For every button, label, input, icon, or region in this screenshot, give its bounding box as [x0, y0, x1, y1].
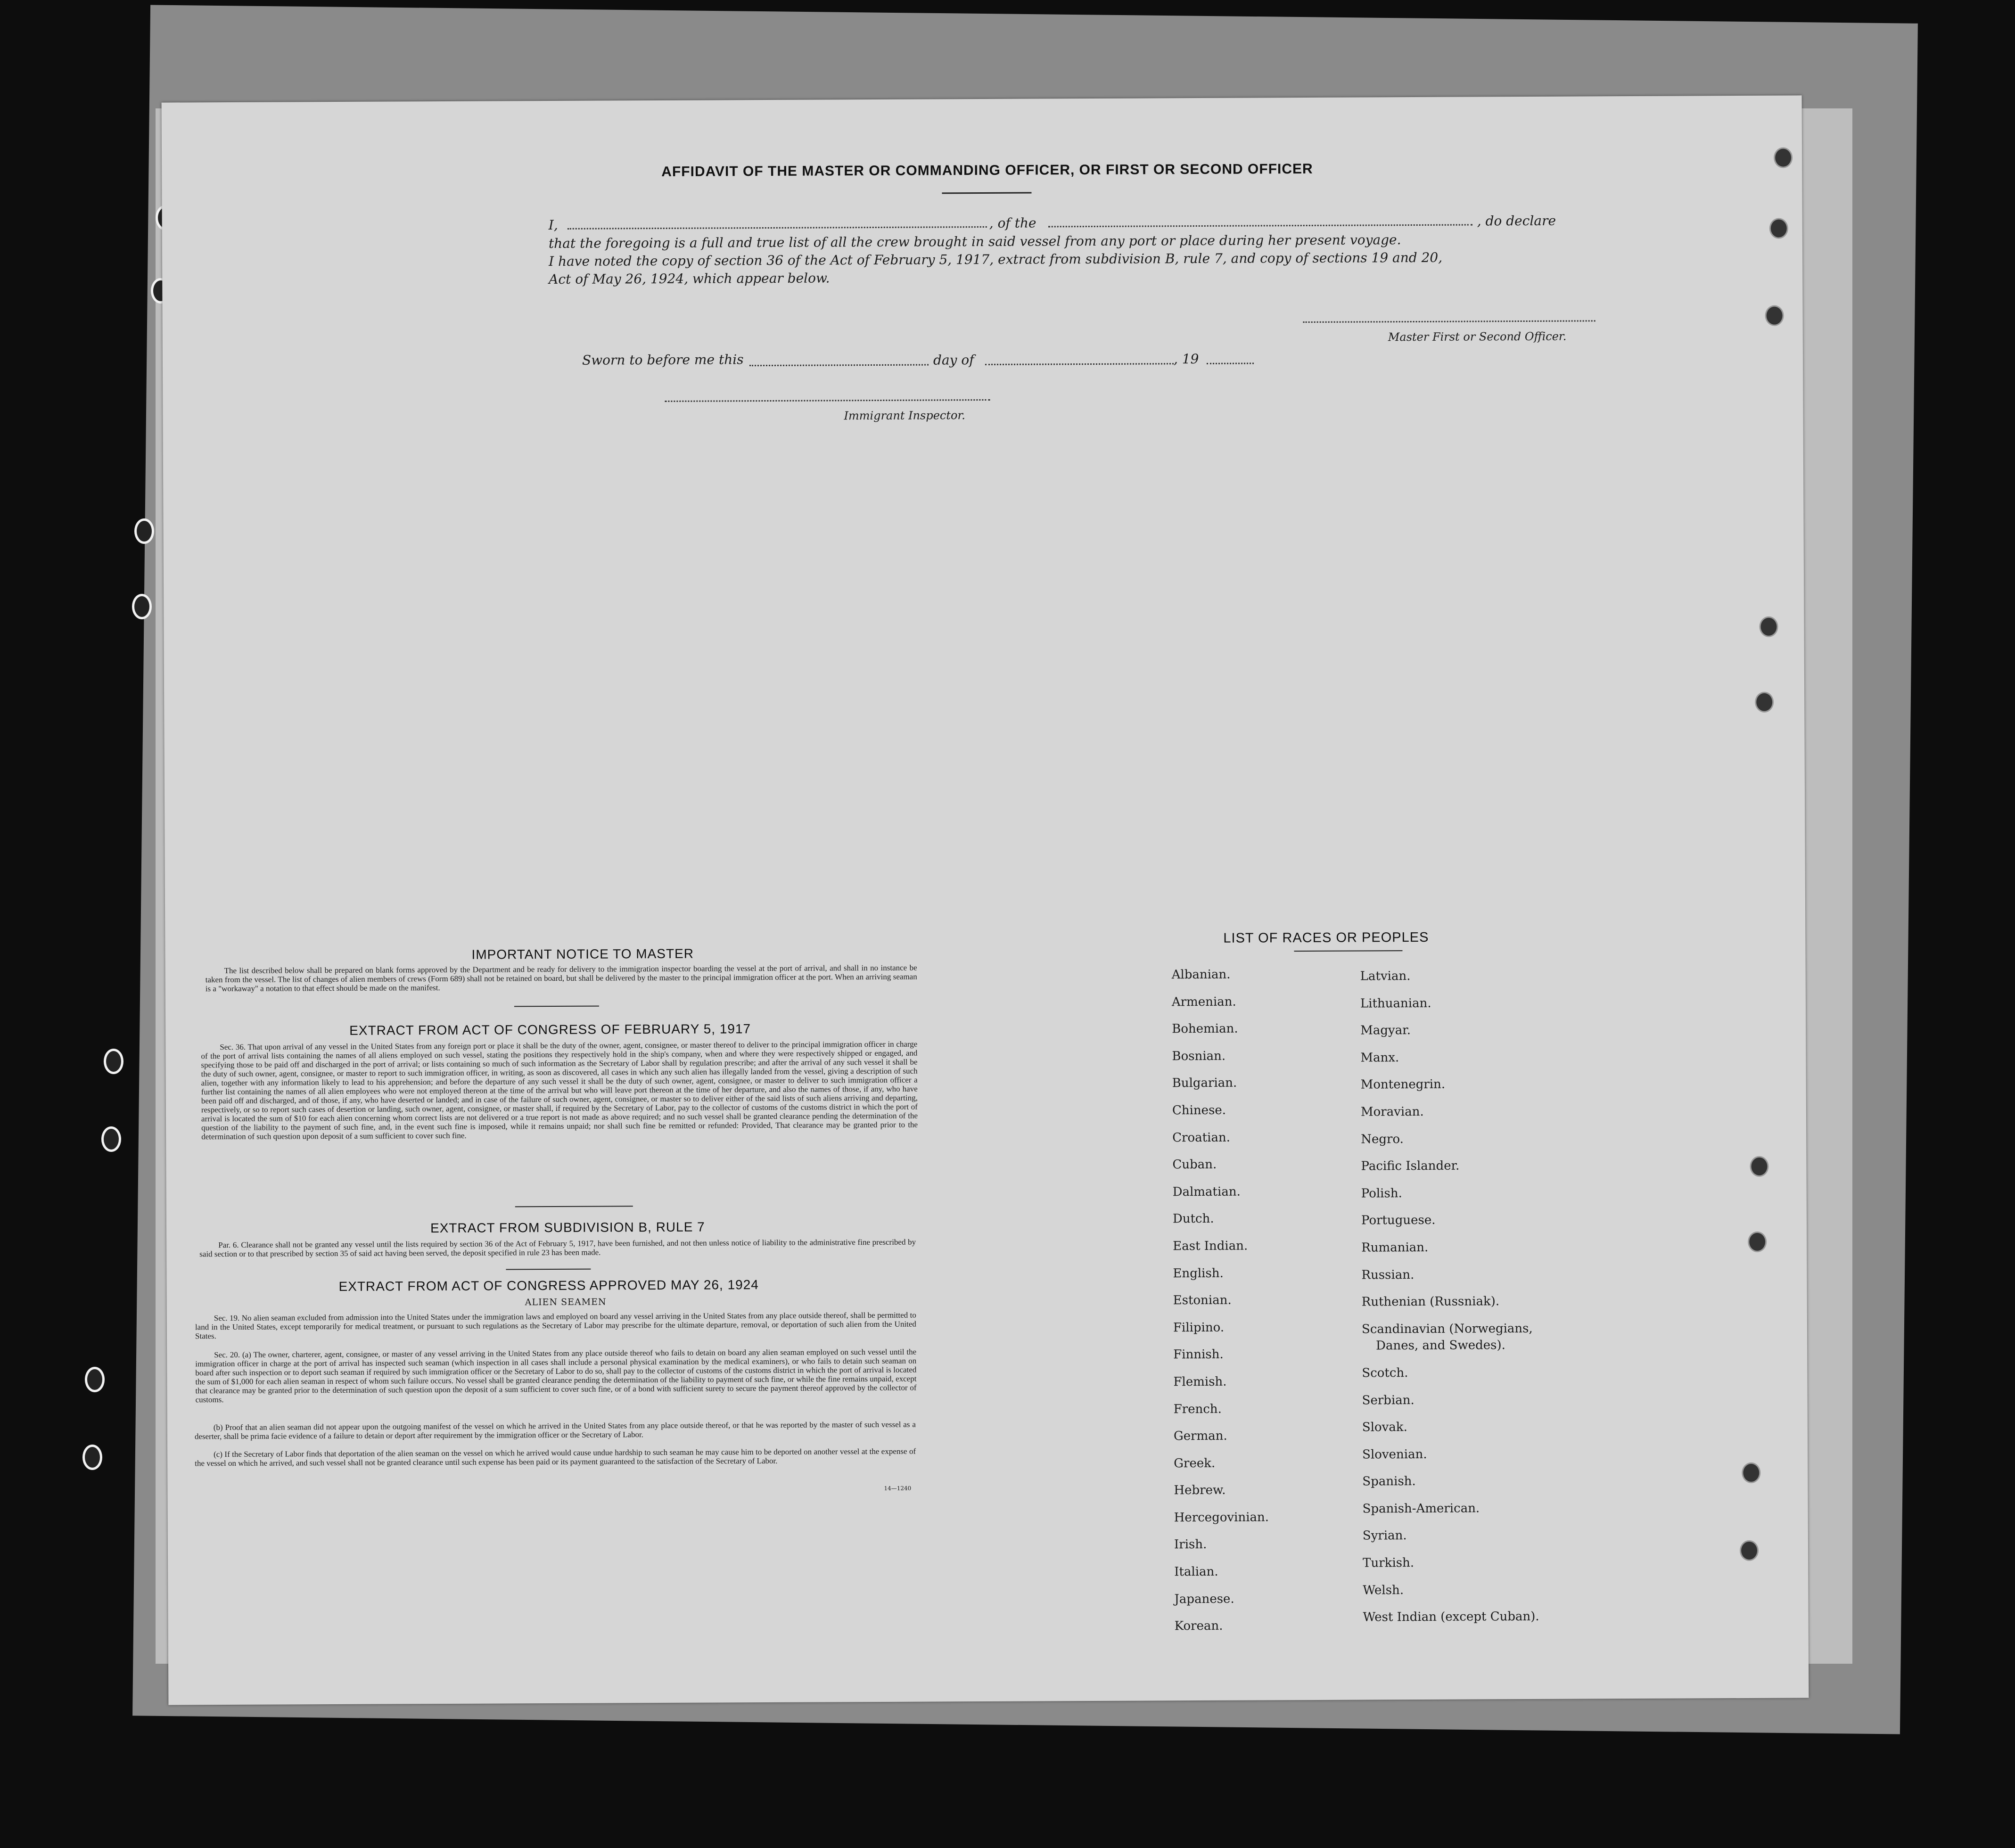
race-item: Magyar.: [1360, 1023, 1411, 1038]
race-item: Slovak.: [1362, 1420, 1407, 1435]
affidavit-do-declare: , do declare: [1477, 213, 1556, 229]
sworn-year-blank[interactable]: [1207, 363, 1254, 364]
notice-body: The list described below shall be prepared on blank forms approved by the Department and be ready for delivery to the immigration inspector boarding the vessel at the port of arrival, and shall in no instance be taken from the vessel. The list of changes of alien members of crews (Form 689) shall not be retained on board, but shall be delivered by the master to the principal immigration officer at the port. When an arriving seaman is a "workaway" a notation to that effect should be made on the manifest.: [205, 963, 917, 994]
race-item: Irish.: [1174, 1537, 1207, 1552]
binder-hole: [1742, 1462, 1760, 1483]
race-item: Welsh.: [1363, 1583, 1404, 1598]
inspector-label: Immigrant Inspector.: [844, 409, 965, 423]
race-item: Negro.: [1361, 1132, 1404, 1147]
title-divider: [942, 192, 1031, 194]
race-item: Greek.: [1174, 1456, 1216, 1470]
extract-rule7-body: Par. 6. Clearance shall not be granted any vessel until the lists required by section 36 of the Act of February 5, 1917, have been furnished, and not then unless notice of liability to the administrative fine prescribed by said section or to that prescribed by section 35 of said act having been served, the deposit specified in rule 23 has been made.: [199, 1237, 916, 1259]
inspector-signature-blank[interactable]: [665, 399, 990, 402]
race-item: Turkish.: [1363, 1556, 1415, 1570]
notice-title: IMPORTANT NOTICE TO MASTER: [471, 946, 694, 962]
sec20c-body: (c) If the Secretary of Labor finds that deportation of the alien seaman on the vessel on which he arrived would cause undue hardship to such seaman he may cause him to be deported on another vessel at the expense of the vessel on which he arrived, and such vessel shall not be granted clearance until such expense has been paid or its payment guaranteed to the satisfaction of the Secretary of Labor.: [195, 1446, 916, 1468]
master-signature-blank[interactable]: [1303, 320, 1596, 323]
race-item: Pacific Islander.: [1361, 1158, 1460, 1174]
affidavit-line1: [549, 212, 1586, 234]
race-item: French.: [1173, 1402, 1222, 1416]
sworn-day-blank[interactable]: [749, 364, 929, 367]
extract-1917-body: Sec. 36. That upon arrival of any vessel in the United States from any foreign port or place it shall be the duty of the owner, agent, consignee, or master thereof to deliver to the principal immigration officer in charge of the port of arrival lists containing the names of all aliens employed on such vessel, stating the positions they respectively hold in the ship's company, when and where they were respectively shipped or engaged, and specifying those to be paid off and discharged in the port of arrival; or lists containing so much of such information as the Secretary of Labor shall by regulation prescribe; and after the arrival of any such vessel it shall be the duty of such owner, agent, consignee, or master to report to such immigration officer, in writing, as soon as discovered, all cases in which any such alien has illegally landed from the vessel, giving a description of such alien, together with any information likely to lead to his apprehension; and before the departure of any such vessel it shall be the duty of such owner, agent, consignee, or master to deliver to such immigration officer a further list containing the names of all alien employees who were not employed thereon at the time of the arrival but who will leave port thereon at the time of her departure, and also the names of those, if any, who have been paid off and discharged, and of those, if any, who have deserted or landed; and in case of the failure of such owner, agent, consignee, or master so to deliver either of the said lists of such aliens arriving and departing, respectively, or so to report such cases of desertion or landing, such owner, agent, consignee, or master shall, if required by the Secretary of Labor, pay to the collector of customs of the customs district in which the port of arrival is located the sum of $10 for each alien concerning whom correct lists are not delivered or a true report is not made as above required; and no such vessel shall be granted clearance pending the determination of the question of the liability to the payment of such fine, and, in the event such fine is imposed, while it remains unpaid; nor shall such fine be remitted or refunded: Provided, That clearance may be granted prior to the determination of such question upon deposit of a sum sufficient to cover such fine.: [201, 1039, 918, 1142]
race-item: Scandinavian (Norwegians,: [1361, 1321, 1533, 1337]
notice-divider: [514, 1006, 599, 1007]
race-item: English.: [1173, 1266, 1224, 1281]
race-item: Bosnian.: [1172, 1049, 1226, 1064]
race-item: Bulgarian.: [1172, 1076, 1237, 1091]
alien-seamen-subtitle: ALIEN SEAMEN: [525, 1297, 607, 1308]
race-item: East Indian.: [1173, 1239, 1248, 1254]
affidavit-title: AFFIDAVIT OF THE MASTER OR COMMANDING OFFICER, OR FIRST OR SECOND OFFICER: [661, 161, 1313, 180]
binder-hole: [132, 594, 152, 619]
race-item: Finnish.: [1173, 1347, 1224, 1362]
race-item: Chinese.: [1172, 1103, 1226, 1118]
binder-hole: [1755, 692, 1774, 713]
race-item: Hebrew.: [1174, 1483, 1226, 1498]
extract-divider: [515, 1206, 633, 1207]
affidavit-line2: that the foregoing is a full and true list of all the crew brought in said vessel from any port or place during her present voyage.: [548, 232, 1401, 252]
race-item: Bohemian.: [1172, 1021, 1238, 1036]
binder-hole: [1740, 1540, 1759, 1561]
races-divider: [1294, 950, 1402, 952]
master-signature-label: Master First or Second Officer.: [1388, 329, 1567, 344]
race-item: Slovenian.: [1362, 1447, 1427, 1462]
race-item: Ruthenian (Russniak).: [1361, 1294, 1500, 1309]
race-item: Flemish.: [1173, 1374, 1227, 1389]
race-item: Dalmatian.: [1172, 1184, 1241, 1199]
race-item: Korean.: [1174, 1619, 1223, 1634]
race-item: Croatian.: [1172, 1130, 1231, 1145]
race-item: Moravian.: [1360, 1104, 1424, 1119]
race-item: Filipino.: [1173, 1320, 1225, 1335]
binder-hole: [1748, 1232, 1767, 1252]
extract-rule7-title: EXTRACT FROM SUBDIVISION B, RULE 7: [430, 1219, 705, 1236]
race-item: Serbian.: [1362, 1393, 1415, 1408]
race-item: Rumanian.: [1361, 1240, 1429, 1255]
race-item: Russian.: [1361, 1267, 1415, 1282]
year-label: , 19: [1173, 351, 1199, 367]
affidavit-i: I,: [548, 217, 558, 233]
race-item: West Indian (except Cuban).: [1363, 1610, 1539, 1625]
binder-hole: [82, 1445, 102, 1470]
day-of-label: day of: [933, 352, 974, 368]
binder-hole: [104, 1049, 123, 1074]
binder-hole: [1765, 305, 1784, 326]
race-item: Cuban.: [1172, 1158, 1217, 1172]
sworn-label: Sworn to before me this: [582, 352, 744, 368]
race-item: Manx.: [1360, 1050, 1399, 1065]
race-item: Syrian.: [1362, 1528, 1407, 1543]
races-left-column: [1172, 967, 1270, 1646]
race-item: Armenian.: [1171, 994, 1236, 1009]
binder-hole: [85, 1367, 105, 1392]
extract-1924-title: EXTRACT FROM ACT OF CONGRESS APPROVED MAY 26, 1924: [338, 1277, 759, 1294]
sec20a-body: Sec. 20. (a) The owner, charterer, agent, consignee, or master of any vessel arriving in the United States from any place outside thereof who fails to detain on board any alien seaman employed on such vessel until the immigration officer in charge at the port of arrival has inspected such seaman (which inspection in all cases shall include a personal physical examination by the medical examiners), or who fails to detain such seaman on board after such inspection or to deport such seaman if required by such immigration officer or the Secretary of Labor to do so, shall pay to the collector of customs of the customs district in which the port of arrival is located the sum of $1,000 for each alien seaman in respect of whom such failure occurs. No vessel shall be granted clearance pending the determination of the liability to payment of such fine, or while the fine remains unpaid, except that clearance may be granted prior to the determination of such question upon the deposit of a sum sufficient to cover such fine, or of a bond with sufficient surety to secure the payment thereof approved by the collector of customs.: [195, 1347, 917, 1404]
race-item: Albanian.: [1171, 967, 1231, 982]
extract-divider: [506, 1269, 591, 1270]
race-item: Spanish-American.: [1362, 1501, 1480, 1516]
binder-hole: [1750, 1156, 1768, 1177]
race-item: Portuguese.: [1361, 1213, 1436, 1228]
binder-hole: [1759, 616, 1778, 637]
affidavit-of-the: , of the: [989, 215, 1036, 231]
race-item: Latvian.: [1360, 969, 1411, 984]
race-item: Lithuanian.: [1360, 996, 1431, 1011]
binder-hole: [1769, 218, 1788, 239]
form-number: 14—1240: [884, 1485, 912, 1492]
race-item: Italian.: [1174, 1564, 1218, 1579]
races-title: LIST OF RACES OR PEOPLES: [1223, 929, 1429, 946]
manifest-page: [162, 95, 1809, 1705]
affidavit-line4: Act of May 26, 1924, which appear below.: [549, 270, 830, 287]
binder-hole: [1774, 148, 1793, 168]
race-item: Polish.: [1361, 1186, 1402, 1201]
race-item: Spanish.: [1362, 1474, 1416, 1489]
affidavit-line3: I have noted the copy of section 36 of the Act of February 5, 1917, extract from subdivision B, rule 7, and copy of sections 19 and 20,: [549, 249, 1443, 270]
sworn-month-blank[interactable]: [985, 363, 1174, 365]
sec19-body: Sec. 19. No alien seaman excluded from admission into the United States under the immigration laws and employed on board any vessel arriving in the United States from any place outside thereof, shall be permitted to land in the United States, except temporarily for medical treatment, or pursuant to such regulations as the Secretary of Labor may prescribe for the ultimate departure, removal, or deportation of such alien from the United States.: [195, 1310, 916, 1341]
race-item: Scotch.: [1362, 1366, 1408, 1380]
race-item: Hercegovinian.: [1174, 1510, 1269, 1525]
race-item: Japanese.: [1174, 1592, 1234, 1606]
sec20b-body: (b) Proof that an alien seaman did not appear upon the outgoing manifest of the vessel on which he arrived in the United States from any place outside thereof, or that he was reported by the master of such vessel as a deserter, shall be prima facie evidence of a failure to detain or deport after requirement by the immigration officer or the Secretary of Labor.: [194, 1420, 916, 1441]
race-item: Montenegrin.: [1360, 1077, 1446, 1092]
binder-hole: [134, 518, 154, 544]
race-item: Estonian.: [1173, 1293, 1232, 1308]
race-item: German.: [1173, 1429, 1227, 1444]
binder-hole: [101, 1126, 121, 1152]
extract-1917-title: EXTRACT FROM ACT OF CONGRESS OF FEBRUARY 5, 1917: [349, 1021, 751, 1038]
race-item: Dutch.: [1172, 1212, 1214, 1226]
race-item: Danes, and Swedes).: [1376, 1338, 1505, 1353]
races-right-column: [1360, 969, 1539, 1637]
